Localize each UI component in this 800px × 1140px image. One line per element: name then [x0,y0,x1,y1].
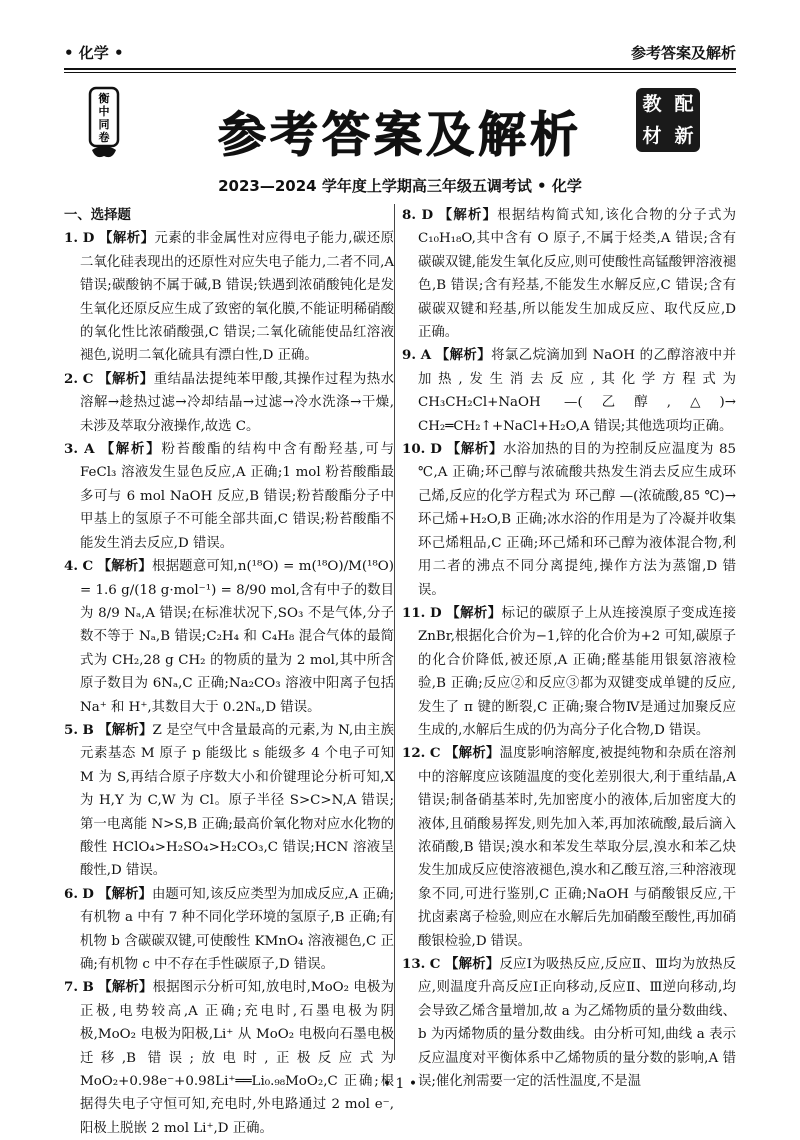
analysis-text: 粉苔酸酯的结构中含有酚羟基,可与 FeCl₃ 溶液发生显色反应,A 正确;1 mol 粉苔酸酯最多可与 6 mol NaOH 反应,B 错误;粉苔酸酯分子中甲基上的氢原子不可能全部共面,C 错误;粉苔酸酯不能发生消去反应,D 错误。 [80,442,395,551]
page-header [64,38,736,64]
analysis-tag: 【解析】 [446,604,502,621]
answer-letter: C [82,370,94,387]
badge-char: 配 [674,93,694,115]
question-number: 8. [402,207,416,223]
answer-letter: B [82,721,94,738]
header-rule-thin [64,72,736,73]
right-column [402,204,736,1093]
question-number: 7. [64,979,78,996]
left-column [64,204,394,1140]
analysis-text: 根据题意可知,n(¹⁸O) = m(¹⁸O)/M(¹⁸O) = 1.6 g/(18 g·mol⁻¹) = 8/90 mol,含有中子的数目为 8/9 Nₐ,A 错误;在标准状况下,SO₃ 不是气体,分子数不等于 Nₐ,B 错误;C₂H₄ 和 C₄H₈ 混合气体的最简式为 CH₂,28 g CH₂ 的物质的量为 2 mol,其中所含原子数目为 6Nₐ,C 正确;Na₂CO₃ 溶液中阳离子包括 Na⁺ 和 H⁺,其数目大于 0.2Nₐ,D 错误。 [80,559,394,715]
question-number: 12. [402,745,426,762]
answer-letter: D [82,230,95,247]
answer-item [64,719,394,883]
analysis-text: 反应Ⅰ为吸热反应,反应Ⅱ、Ⅲ均为放热反应,则温度升高反应Ⅰ正向移动,反应Ⅱ、Ⅲ逆向移动,均会导致乙烯含量增加,故 a 为乙烯物质的量分数曲线、b 为丙烯物质的量分数曲线。由分析可知,曲线 a 表示反应温度对平衡体系中乙烯物质的量分数的影响,A 错误;催化剂需要一定的活性温度,不是温 [418,957,737,1090]
question-number: 1. [64,230,78,247]
analysis-tag: 【解析】 [446,441,504,458]
svg-text:衡: 衡 [98,92,110,105]
subject-label: • 化学 • [64,44,124,62]
page-number: • 1 • [382,1076,418,1092]
answer-letter: C [429,745,441,762]
question-number: 2. [64,370,78,387]
answer-letter: A [84,441,95,458]
exam-title: 2023—2024 学年度上学期高三年级五调考试 • 化学 [218,177,582,195]
analysis-tag: 【解析】 [435,347,492,364]
answer-item [64,883,394,977]
answer-item [402,742,736,953]
analysis-text: 由题可知,该反应类型为加成反应,A 正确;有机物 a 中有 7 种不同化学环境的氢原子,B 正确;有机物 b 含碳碳双键,可使酸性 KMnO₄ 溶液褪色,C 正确;有机物 c 中不存在手性碳原子,D 错误。 [80,886,395,972]
answer-letter: D [430,441,442,458]
svg-text:中: 中 [98,105,110,118]
answer-item [402,204,736,344]
column-divider [394,204,395,1060]
answer-item [402,602,736,742]
answer-item [64,438,394,555]
question-number: 11. [402,604,426,621]
analysis-tag: 【解析】 [98,721,153,738]
question-number: 10. [402,441,426,458]
answer-item [64,555,394,719]
category-label: 参考答案及解析 [630,44,736,62]
question-number: 3. [64,441,78,458]
answer-item [402,438,736,602]
analysis-text: 将氯乙烷滴加到 NaOH 的乙醇溶液中并加热,发生消去反应,其化学方程式为 CH₃CH₂Cl+NaOH —(乙醇,△)→ CH₂═CH₂↑+NaCl+H₂O,A 错误;其他选项均正确。 [418,348,736,434]
question-number: 6. [64,885,78,902]
analysis-text: 根据结构简式知,该化合物的分子式为 C₁₀H₁₈O,其中含有 O 原子,不属于烃类,A 错误;含有碳碳双键,能发生氧化反应,则可使酸性高锰酸钾溶液褪色,B 错误;含有羟基,不能发生水解反应,C 错误;含有碳碳双键和羟基,所以能发生加成反应、取代反应,D 正确。 [418,208,737,341]
analysis-text: 根据图示分析可知,放电时,MoO₂ 电极为正极,电势较高,A 正确;充电时,石墨电极为阴极,MoO₂ 电极为阳极,Li⁺ 从 MoO₂ 电极向石墨电极迁移,B 错误;放电时,正极反应式为 MoO₂+0.98e⁻+0.98Li⁺══Li₀.₉₈MoO₂,C 正确;根据得失电子守恒可知,充电时,外电路通过 2 mol e⁻,阳极上脱嵌 2 mol Li⁺,D 正确。 [80,980,395,1136]
textbook-badge [636,88,700,152]
analysis-text: 水浴加热的目的为控制反应温度为 85 ℃,A 正确;环己醇与浓硫酸共热发生消去反应生成环己烯,反应的化学方程式为 环己醇 —(浓硫酸,85 ℃)→ 环己烯+H₂O,B 正确;冰水浴的作用是为了冷凝并收集环己烯粗品,C 正确;环己烯和环己醇为液体混合物,利用二者的沸点不同分离提纯,操作方法为蒸馏,D 错误。 [418,442,737,598]
banner-title: 参考答案及解析 [217,107,582,163]
analysis-tag: 【解析】 [100,441,162,458]
analysis-tag: 【解析】 [99,230,155,247]
answer-item [402,953,736,1093]
answer-letter: C [429,956,441,972]
svg-text:卷: 卷 [98,131,110,144]
svg-text:同: 同 [98,118,110,131]
answer-letter: B [82,979,94,996]
answer-item [64,368,394,438]
badge-char: 新 [674,125,694,147]
answer-letter: D [82,885,94,902]
answer-letter: D [421,207,434,223]
analysis-text: 温度影响溶解度,被提纯物和杂质在溶剂中的溶解度应该随温度的变化差别很大,利于重结晶,A 错误;制备硝基苯时,先加密度小的液体,后加密度大的液体,且硝酸易挥发,则先加入苯,再加浓硫酸,最后滴入浓硝酸,B 错误;溴水和苯发生萃取分层,溴水和苯乙炔发生加成反应使溶液褪色,溴水和乙酸互溶,三种溶液现象不同,可进行鉴别,C 正确;NaOH 与硝酸银反应,干扰卤素离子检验,则应在水解后先加硝酸至酸性,再加硝酸银检验,D 错误。 [418,746,737,949]
analysis-tag: 【解析】 [98,885,152,902]
answer-item [64,227,394,367]
analysis-text: 标记的碳原子上从连接溴原子变成连接 ZnBr,根据化合价为−1,锌的化合价为+2 可知,碳原子的化合价降低,被还原,A 正确;醛基能用银氨溶液检验,B 正确;反应②和反应③都为双键变成单键的反应,发生了 π 键的断裂,C 正确;聚合物Ⅳ是通过加聚反应生成的,水解后生成的仍为高分子化合物,D 错误。 [418,605,736,738]
badge-char: 教 [642,93,662,115]
badge-char: 材 [642,125,662,147]
answer-item [64,976,394,1140]
analysis-tag: 【解析】 [98,979,153,996]
question-number: 5. [64,721,78,738]
analysis-tag: 【解析】 [98,370,154,387]
analysis-text: 重结晶法提纯苯甲酸,其操作过程为热水溶解→趁热过滤→冷却结晶→过滤→冷水洗涤→干燥,未涉及萃取分液操作,故选 C。 [80,371,394,434]
analysis-tag: 【解析】 [444,956,500,972]
section-heading: 一、选择题 [64,208,131,223]
analysis-tag: 【解析】 [97,558,152,575]
question-number: 9. [402,347,416,364]
answer-letter: C [82,558,94,575]
question-number: 13. [402,956,426,972]
answer-item [402,344,736,438]
header-rule [64,68,736,70]
question-number: 4. [64,558,78,575]
analysis-text: 元素的非金属性对应得电子能力,碳还原二氧化硅表现出的还原性对应失电子能力,二者不同,A 错误;碳酸钠不属于碱,B 错误;铁遇到浓硝酸钝化是发生氧化还原反应生成了致密的氧化膜,不能证明稀硝酸的氧化性比浓硝酸强,C 错误;二氧化硫能使品红溶液褪色,说明二氧化硫具有漂白性,D 正确。 [80,231,394,364]
analysis-tag: 【解析】 [445,745,500,762]
analysis-text: Z 是空气中含量最高的元素,为 N,由主族元素基态 M 原子 p 能级比 s 能级多 4 个电子可知 M 为 S,再结合原子序数大小和价键理论分析可知,X 为 H,Y 为 C,W 为 Cl。原子半径 S>C>N,A 错误;第一电离能 N>S,B 正确;最高价氧化物对应水化物的酸性 HClO₄>H₂SO₄>H₂CO₃,C 错误;HCN 溶液呈酸性,D 错误。 [80,722,394,879]
analysis-tag: 【解析】 [438,207,498,223]
answer-letter: A [420,347,432,364]
answer-letter: D [429,604,442,621]
